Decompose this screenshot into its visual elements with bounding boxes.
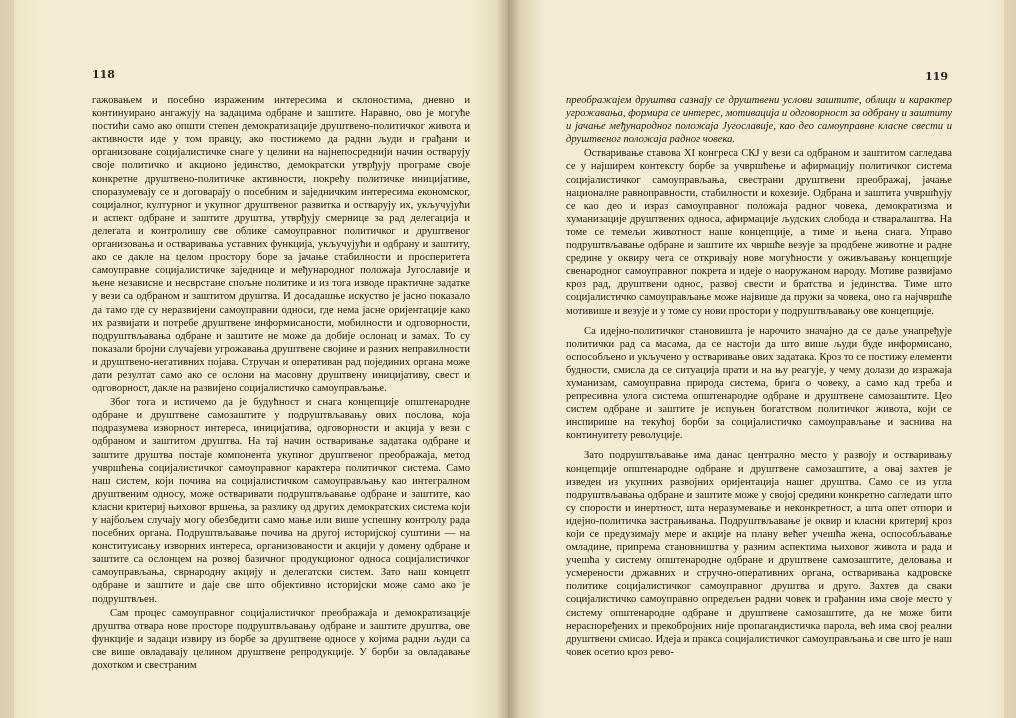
paragraph: Зато подруштвљавање има данас централно место у развоју и остваривању концепције општенародне одбране и друштвене самозаштите, а овај захтев је изведен из укупних развојних оријентација нашег друштва. Само се из угла подруштвљавања одбране и заштите може у својој средини конкретно сагледати што су спорости и инертност, шта неразумевање и неконкретност, а шта опет отпори и идејно-политичка застрањивања. Подруштвљавање је оквир и класни критериј кроз који се предузимају мере и акције на плану већег учешћа жена, оспособљавање омладине, припрема становништва у разним аспектима њиховог живота и рада и учешћа у систему општенародне одбране и друштвене самозаштите, деловања и усмерености државних и стручно-оперативних органа, остваривања кадровске политике социјалистичког самоуправног друштва и друго. Захтев да сваки социјалистичко самоуправно опредељен радни човек и грађанин има своје место у систему општенародне одбране и друштвене самозаштите, да не може бити нераспоређених и прекобројних није пропагандистичка парола, већ има свој реални друштвени смисао. Идеја и пракса социјалистичког самоуправљања и све што је наш човек осетио кроз рево- <box>566 450 952 658</box>
paragraph: гажовањем и посебно израженим интересима и склоностима, дневно и континуирано ангажују на задацима одбране и заштите. Наравно, ово је могуће постићи само ако општи степен демократизације друштвено-политичког живота и активности иде у том правцу, ако постижемо да радни људи и грађани и организоване социјалистичке снаге у целини на најнепосреднији начин остварују своје политичко и акционо јединство, демократски утврђују програме своје конкретне друштвено-политичке активности, покрећу политичке иницијативе, споразумевају се и договарају о посебним и заједничким интересима економског, социјалног, културног и укупног друштвеног развитка и остварују их, укључујући и аспект одбране и заштите друштва, утврђују смернице за рад делегација и делегата и контролишу све облике самоуправног политичког и друштвеног организовања и остваривања уставних функција, укључујући и одбрану и заштиту, ако се дакле на целом простору боре за јачање стабилности и просперитета самоуправне социјалистичке заједнице и међународног положаја Југославије и њене независне и несврстане спољне политике и из тога изводе практичне задатке у вези са одбраном и заштитом друштва. И досадашње искуство је јасно показало да тамо где су неразвијени самоуправни односи, где нема јасне оријентације како их развијати и потребе друштвене информисаности, мобилности и одговорности, подруштвљавања одбране и заштите не може да добије ослонац и замах. То су показали бројни случајеви угрожавања друштвене својине и разних неправилности и друштвено-негативних појава. Стручан и оперативан рад појединих органа може дати резултат само ако се ослони на масовну друштвену иницијативу, свест и одговорност, дакле на развијено социјалистичко самоуправљање. <box>92 95 470 395</box>
page-edge <box>1004 0 1016 718</box>
page-number: 119 <box>925 70 948 83</box>
paragraph: Остваривање ставова XI конгреса СКЈ у вези са одбраном и заштитом сагледава се у најширем контексту борбе за учвршћење и афирмацију политичког система социјалистичког самоуправљања, свестрани друштвени преображај, јачање националне равноправности, стабилности и кохезије. Одбрана и заштита учвршћују се као део и израз самоуправног положаја радног човека, демократизма и хуманизације друштвених односа, афирмације људских слобода и стваралаштва. На томе се темељи животност наше концепције, а тиме и њена снага. Управо подруштвљавање одбране и заштите их чвршће везује за продбене животне и радне средине у оквиру чега се откривају нове могућности у оживљавању концепције свенародног самоуправног покрета и идеје о наоружаном народу. Мотиве развијамо кроз рад, друштвени однос, развој свести и братства и јединства. Тиме што социјалистичко самоуправљање може највише да пружи за човека, оно га најчвршће мотивише и везује и у томе су нови простори у подруштвљавању ове концепције. <box>566 148 952 317</box>
right-page <box>508 0 1016 718</box>
paragraph: Због тога и истичемо да је будућност и снага концепције општенародне одбране и друштвене самозаштите у подруштвљавању ових послова, која подразумева изворност интереса, иницијатива, одговорности и акција у вези с одбраном и заштитом друштва. На тај начин остваривање задатака одбране и заштите друштва постаје компонента укупног друштвеног преображаја, метод учвршћења социјалистичког самоуправног карактера политичког система. Само наш систем, који почива на социјалистичком самоуправљању као интегралном друштвеним односу, може остваривати подруштвљавање одбране и заштите, као класни критериј њиховог вршења, за разлику од других демократских система који у најбољем случају могу обезбедити само мање или више успешну контролу рада посебних органа. Подруштвљавање почива на другој историјској суштини — на конституисању изворних интереса, организованости и акцији у домену одбране и заштите са ослонцем на розвој базичног продукционог односа социјалистичког самоуправљања, сврнародну акцију и делегатски систем. Зато наш концепт одбране и заштите и даје све што објективно историјски може само ако је подруштвљен. <box>92 397 470 605</box>
paragraph: Сам процес самоуправног социјалистичког преображаја и демократизације друштва отвара нове просторе подруштвљавању одбране и заштите друштва, ове функције и задаци извиру из борбе за друштвене односе у којима радни људи са све више овладавају целином друштвене репродукције. У борби за овладавање дохотком и свестраним <box>92 607 470 672</box>
paragraph-gap <box>566 442 952 449</box>
page-edge <box>0 0 14 718</box>
body-text <box>566 94 952 659</box>
paragraph: Са идејно-политичког становишта је нарочито значајно да се даље унапређује политички рад са масама, да се настоји да што више људи буде информисано, оспособљено и укључено у остваривање ових задатака. Кроз то се постижу елементи будности, смисла да се ситуација прати и на њу реагује, у чему долази до изражаја хуманизам, самоуправна природа система, брига о човеку, а само кад треба и репресивна улога система општенародне одбране и друштвене самозаштите. Цео систем одбране и заштите је испуњен богатством политичког живота, који се инспирише на текућој борби за социјалистичко самоуправљање и заснива на континуитету револуције. <box>566 325 952 442</box>
page-number: 118 <box>92 68 115 81</box>
paragraph-gap <box>566 318 952 325</box>
body-text <box>92 94 470 672</box>
paragraph: преображајем друштва сазнају се друштвени услови заштите, облици и карактер угрожавања, формира се интерес, мотивација и одговорност за одбрану и заштиту и јачање међународног положаја Југославије, као део самоуправне класне свести и друштвеног положаја радног човека. <box>566 95 952 146</box>
